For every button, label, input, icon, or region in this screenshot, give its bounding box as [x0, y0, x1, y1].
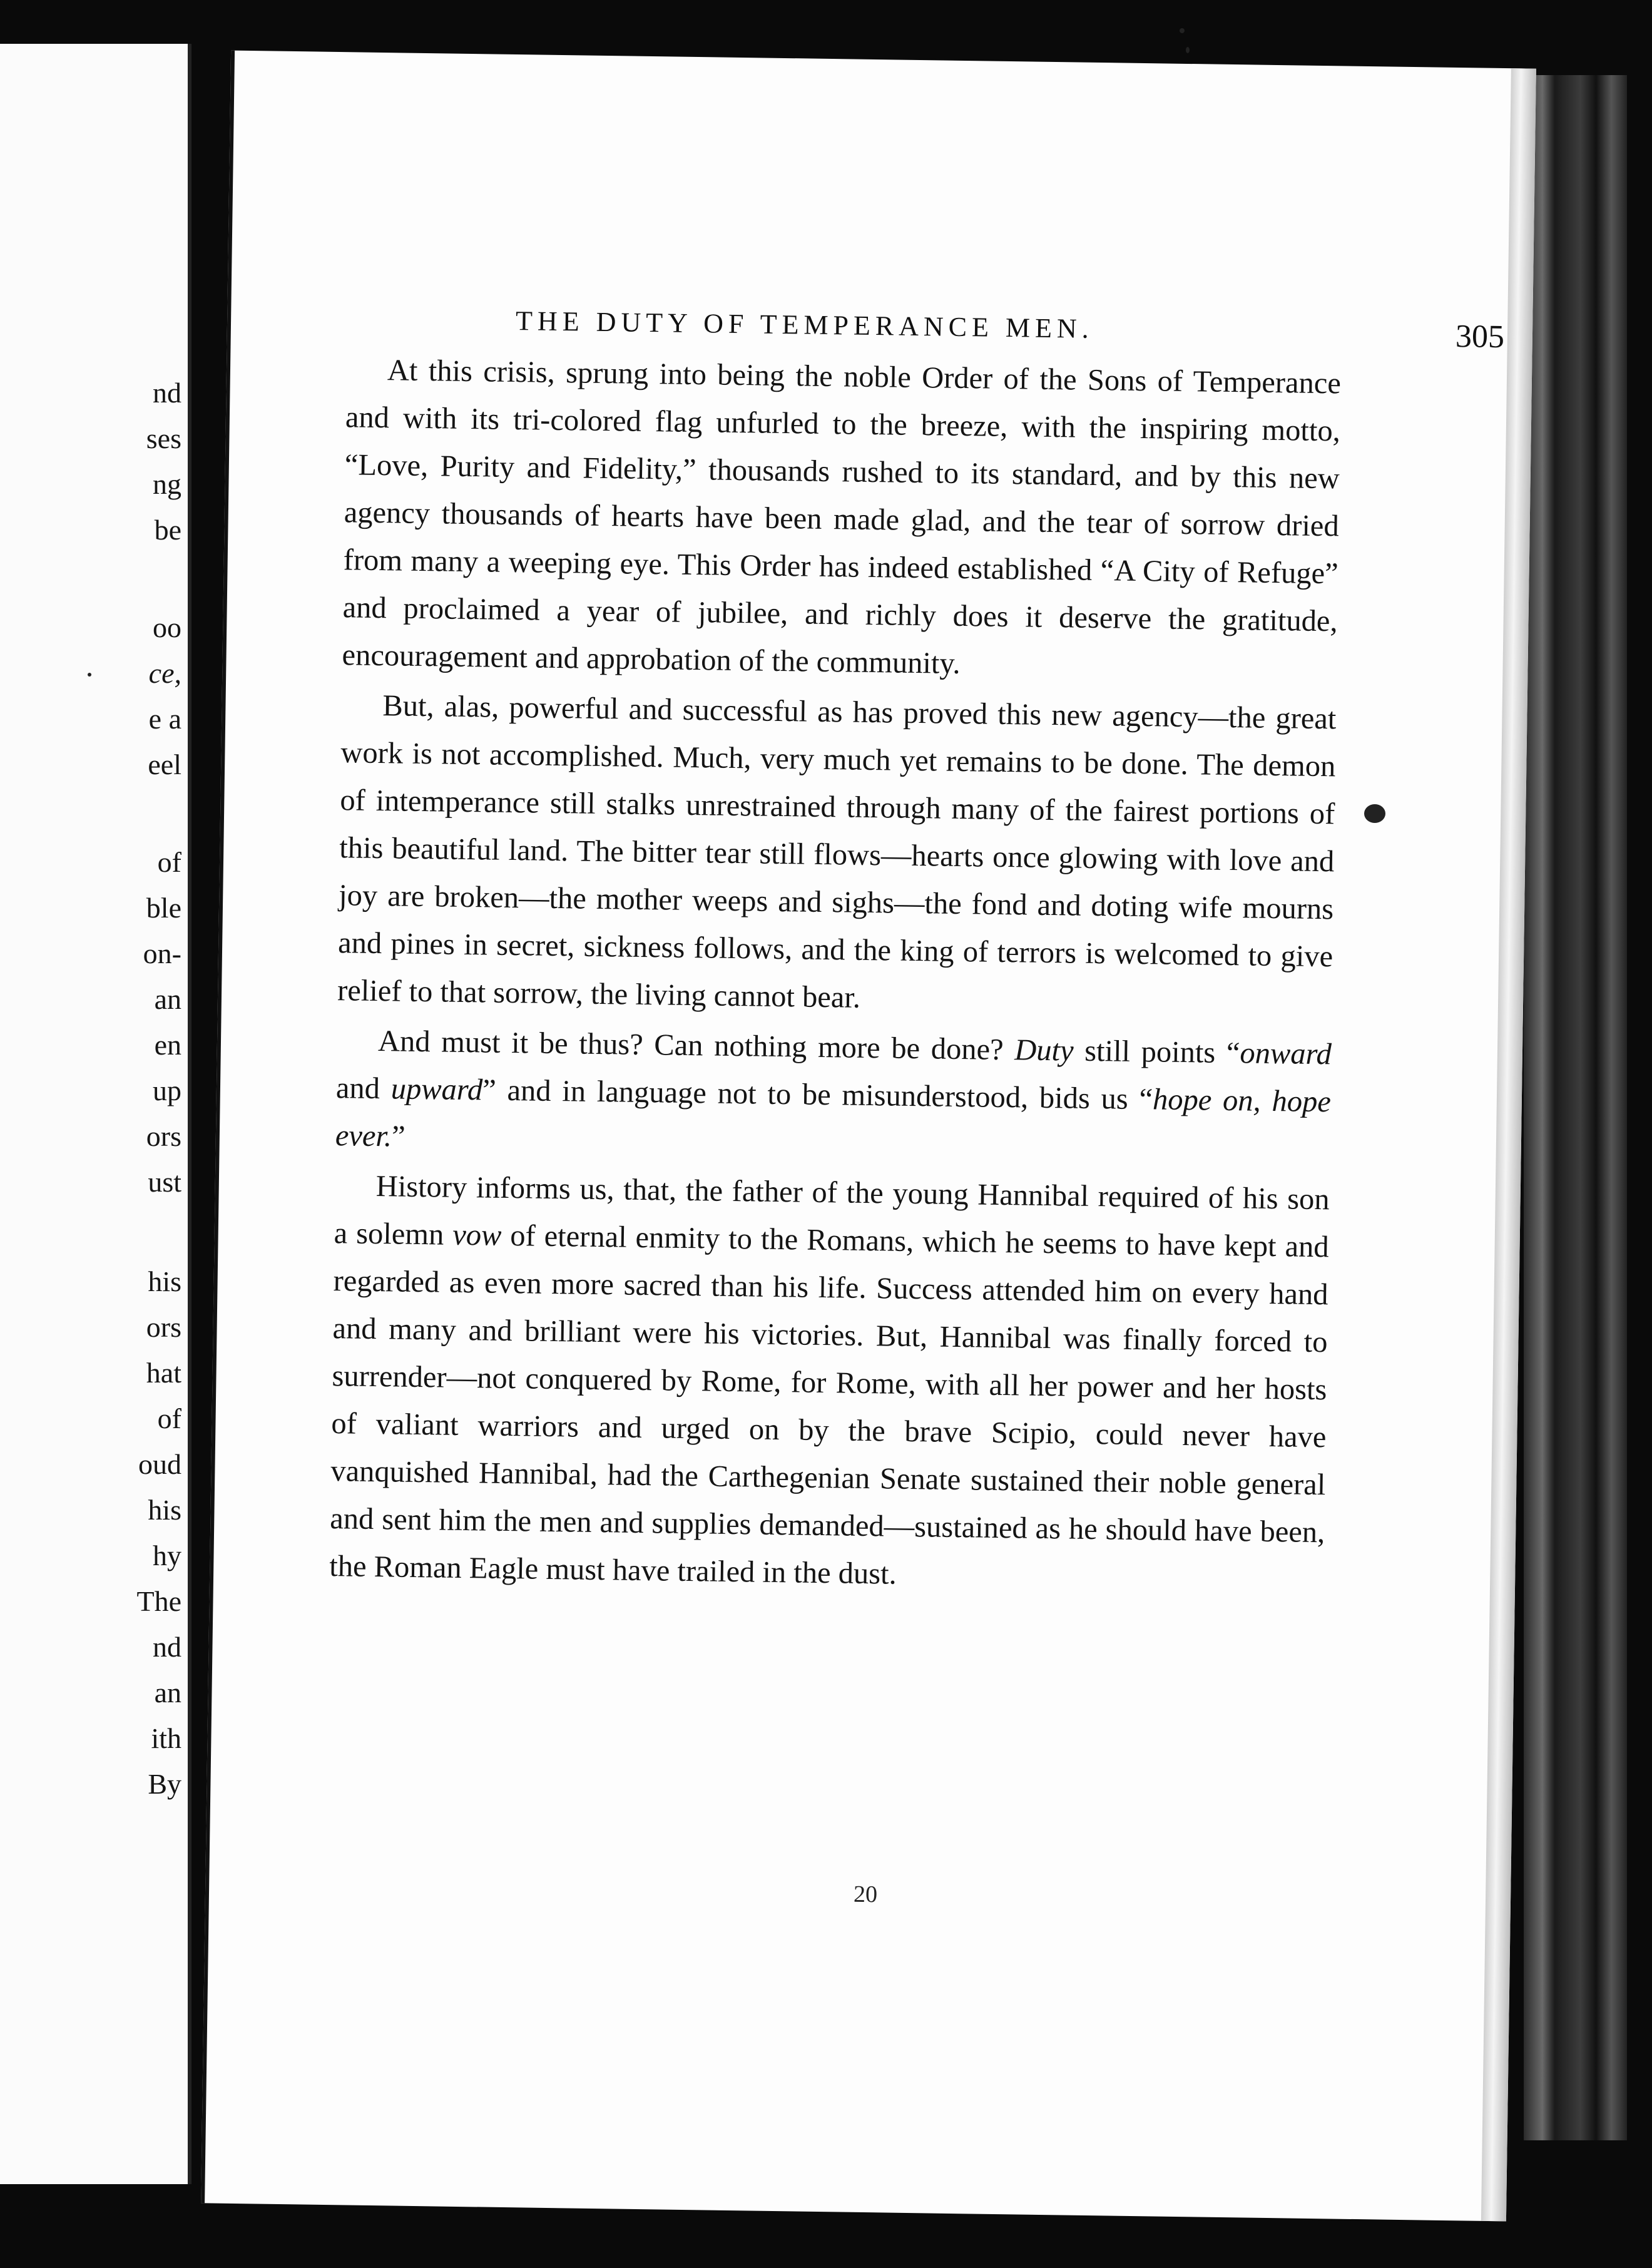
left-page-fragment: nd	[153, 1631, 181, 1663]
left-page-fragment: be	[154, 514, 181, 546]
left-page-fragment: on-	[143, 937, 181, 969]
paragraph	[329, 1162, 1330, 1604]
left-page-fragment: ses	[146, 422, 181, 454]
left-page-fragment: The	[136, 1585, 181, 1617]
text-run: of eternal enmity to the Romans, which he seems to have kept and regarded as even more sacred than his life. Success attended him on every hand and many and brilliant were his victories. But, Hannibal was finally forced to surrender—not conquered by Rome, for Rome, with all her power and her hosts of valiant warriors and urged on by the brave Scipio, could never have vanquished Hannibal, had the Carthegenian Senate sustained their noble general and sent him the men and supplies demanded—sustained as he should have been, the Roman Eagle must have trailed in the dust.	[329, 1218, 1329, 1591]
ink-speck	[88, 673, 91, 677]
left-page-fragment: e a	[148, 703, 181, 735]
left-page-fragment: his	[148, 1265, 181, 1297]
text-run: and	[335, 1071, 392, 1106]
left-page-fragment: of	[157, 846, 181, 878]
ink-speck	[1180, 28, 1185, 33]
italic-text: onward	[1240, 1036, 1332, 1071]
left-page-fragment: an	[154, 983, 181, 1015]
ink-speck	[1186, 47, 1190, 53]
book-binding-edge	[1524, 75, 1627, 2140]
left-page-fragment: ith	[151, 1722, 181, 1754]
left-page-fragment: ce,	[148, 657, 181, 689]
book-page	[201, 51, 1536, 2222]
italic-text: Duty	[1014, 1033, 1074, 1068]
left-page-fragment: en	[154, 1029, 181, 1061]
italic-text: vow	[452, 1218, 502, 1252]
left-page-fragment: up	[153, 1075, 181, 1106]
paragraph	[335, 1017, 1332, 1173]
paragraph: At this crisis, sprung into being the noble Order of the Sons of Temperance and with its tri-colored flag unfurled to the breeze, with the inspiring motto, “Love, Purity and Fidelity,” thousands rushed to its standard, and by this new agency thousands of hearts have been made glad, and the tear of sorrow dried from many a weeping eye. This Order has indeed established “A City of Refuge” and proclaimed a year of jubilee, and richly does it deserve the gratitude, encouragement and approbation of the community.	[342, 354, 1342, 680]
left-page-fragment: ors	[146, 1120, 181, 1152]
left-page-fragment: ors	[146, 1311, 181, 1343]
left-page-fragment: By	[148, 1768, 181, 1800]
left-page-fragment: his	[148, 1494, 181, 1526]
text-run: And must it be thus? Can nothing more be done?	[377, 1024, 1015, 1067]
page-number: 305	[1455, 318, 1505, 355]
left-page-fragment: eel	[148, 748, 181, 780]
running-head: THE DUTY OF TEMPERANCE MEN.	[515, 305, 1094, 344]
left-page-fragment: hy	[153, 1540, 181, 1571]
paragraph: But, alas, powerful and successful as has proved this new agency—the great work is not accomplished. Much, very much yet remains to be done. The demon of intemperance still stalks unrestrained through many of the fairest portions of this beautiful land. The bitter tear still flows—hearts once glowing with love and joy are broken—the mother weeps and sighs—the fond and doting wife mourns and pines in secret, sickness follows, and the king of terrors is welcomed to give relief to that sorrow, the living cannot bear.	[337, 689, 1337, 1014]
signature-mark: 20	[853, 1881, 878, 1908]
italic-text: hope on, hope ever.	[335, 1083, 1332, 1153]
left-page-fragment: oud	[138, 1448, 181, 1480]
text-run: ”	[391, 1120, 406, 1153]
text-run: History informs us, that, the father of the young Hannibal required of his son a solemn	[334, 1170, 1330, 1252]
left-page-fragment: an	[154, 1677, 181, 1709]
left-page-fragment: ust	[148, 1166, 181, 1198]
body-text	[329, 346, 1342, 1606]
previous-page-edge	[0, 44, 191, 2184]
left-page-fragment: oo	[153, 611, 181, 643]
italic-text: upward	[390, 1072, 483, 1107]
left-page-fragment: of	[157, 1402, 181, 1434]
ink-blot	[1364, 804, 1385, 823]
left-page-fragment: nd	[153, 377, 181, 409]
left-page-fragment: ng	[153, 468, 181, 500]
text-run: ” and in language not to be misunderstood, bids us “	[482, 1073, 1153, 1116]
left-page-fragment: ble	[146, 892, 181, 924]
text-run: still points “	[1073, 1034, 1240, 1070]
left-page-fragment: hat	[146, 1357, 181, 1389]
